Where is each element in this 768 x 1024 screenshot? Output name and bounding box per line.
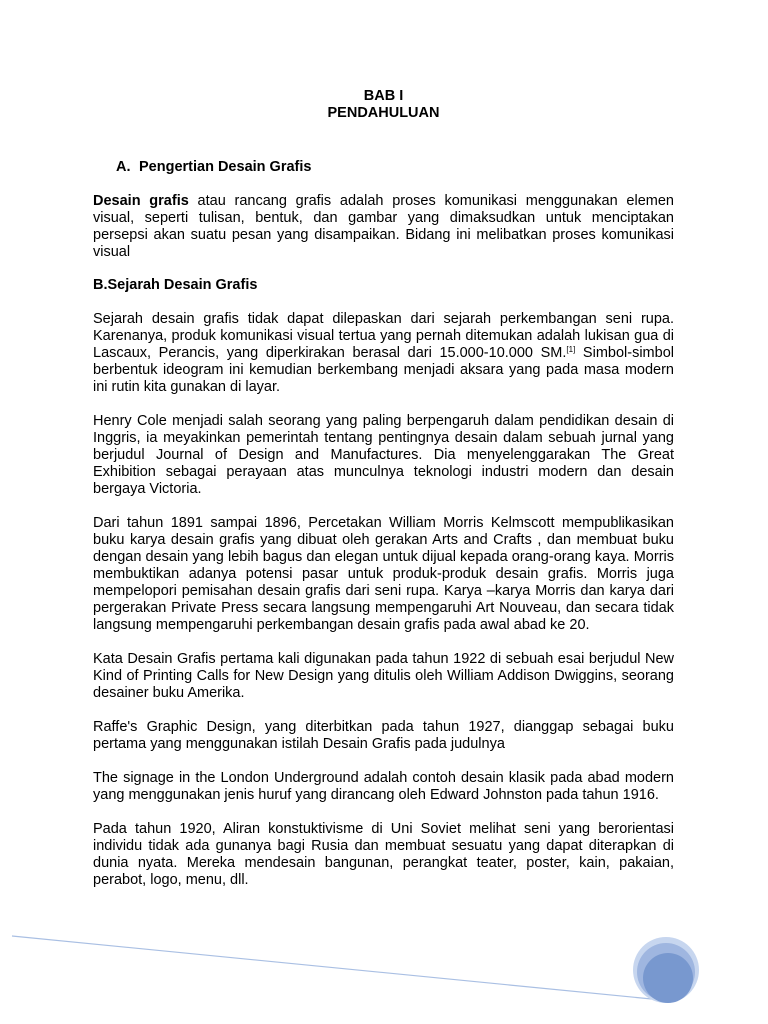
section-a-number: A. — [116, 159, 131, 175]
definition-term: Desain grafis — [93, 193, 189, 209]
section-a-title: Pengertian Desain Grafis — [139, 159, 312, 175]
footnote-ref-link[interactable]: [1] — [566, 345, 576, 354]
page-number-circle-inner — [643, 953, 693, 1003]
section-b-heading: B.Sejarah Desain Grafis — [93, 277, 258, 293]
definition-paragraph — [93, 193, 674, 261]
history-paragraph-4: Kata Desain Grafis pertama kali digunakan pada tahun 1922 di sebuah esai berjudul New Kind of Printing Calls for New Design yang ditulis oleh William Addison Dwiggins, seorang desainer buku Amerika. — [93, 651, 674, 701]
history-paragraph-1 — [93, 311, 674, 396]
history-paragraph-6: The signage in the London Underground adalah contoh desain klasik pada abad modern yang menggunakan jenis huruf yang dirancang oleh Edward Johnston pada tahun 1916. — [93, 770, 674, 803]
history-paragraph-5: Raffe's Graphic Design, yang diterbitkan pada tahun 1927, dianggap sebagai buku pertama yang menggunakan istilah Desain Grafis pada judulnya — [93, 719, 674, 752]
footer-decoration — [0, 920, 768, 1024]
history-p1-text: Sejarah desain grafis tidak dapat dilepaskan dari sejarah perkembangan seni rupa. Karenanya, produk komunikasi visual tertua yang pernah ditemukan adalah lukisan gua di Lascaux, Perancis, yang diperkirakan berasal dari 15.000-10.000 SM. — [93, 311, 674, 361]
definition-text: atau rancang grafis adalah proses komunikasi menggunakan elemen visual, seperti tulisan, bentuk, dan gambar yang dimaksudkan untuk menciptakan persepsi akan suatu pesan yang disampaikan. Bidang ini melibatkan proses komunikasi visual — [93, 193, 674, 260]
chapter-title: PENDAHULUAN — [327, 105, 440, 121]
chapter-label: BAB I — [363, 88, 404, 104]
history-p1-text-cont: Simbol-simbol berbentuk ideogram ini kemudian berkembang menjadi aksara yang pada masa modern ini rutin kita gunakan di layar. — [93, 345, 674, 395]
history-paragraph-7: Pada tahun 1920, Aliran konstuktivisme di Uni Soviet melihat seni yang berorientasi individu tidak ada gunanya bagi Rusia dan membuat sesuatu yang dapat diterapkan di dunia nyata. Mereka mendesain bangunan, perangkat teater, poster, kain, pakaian, perabot, logo, menu, dll. — [93, 821, 674, 888]
history-paragraph-3: Dari tahun 1891 sampai 1896, Percetakan William Morris Kelmscott mempublikasikan buku karya desain grafis yang dibuat oleh gerakan Arts and Crafts , dan membuat buku dengan desain yang lebih bagus dan elegan untuk dijual kepada orang-orang kaya. Morris membuktikan adanya potensi pasar untuk produk-produk desain grafis. Morris juga mempelopori pemisahan desain grafis dari seni rupa. Karya –karya Morris dan karya dari pergerakan Private Press secara langsung mempengaruhi Art Nouveau, dan secara tidak langsung mempengaruhi perkembangan desain grafis pada awal abad ke 20. — [93, 515, 674, 633]
section-a-heading — [116, 159, 674, 176]
footer-accent-line — [12, 936, 662, 1000]
history-paragraph-2: Henry Cole menjadi salah seorang yang paling berpengaruh dalam pendidikan desain di Inggris, ia meyakinkan pemerintah tentang pentingnya desain dalam sebuah jurnal yang berjudul Journal of Design and Manufactures. Dia menyelenggarakan The Great Exhibition sebagai perayaan atas munculnya teknologi industri modern dan desain bergaya Victoria. — [93, 413, 674, 497]
document-page — [93, 88, 674, 889]
